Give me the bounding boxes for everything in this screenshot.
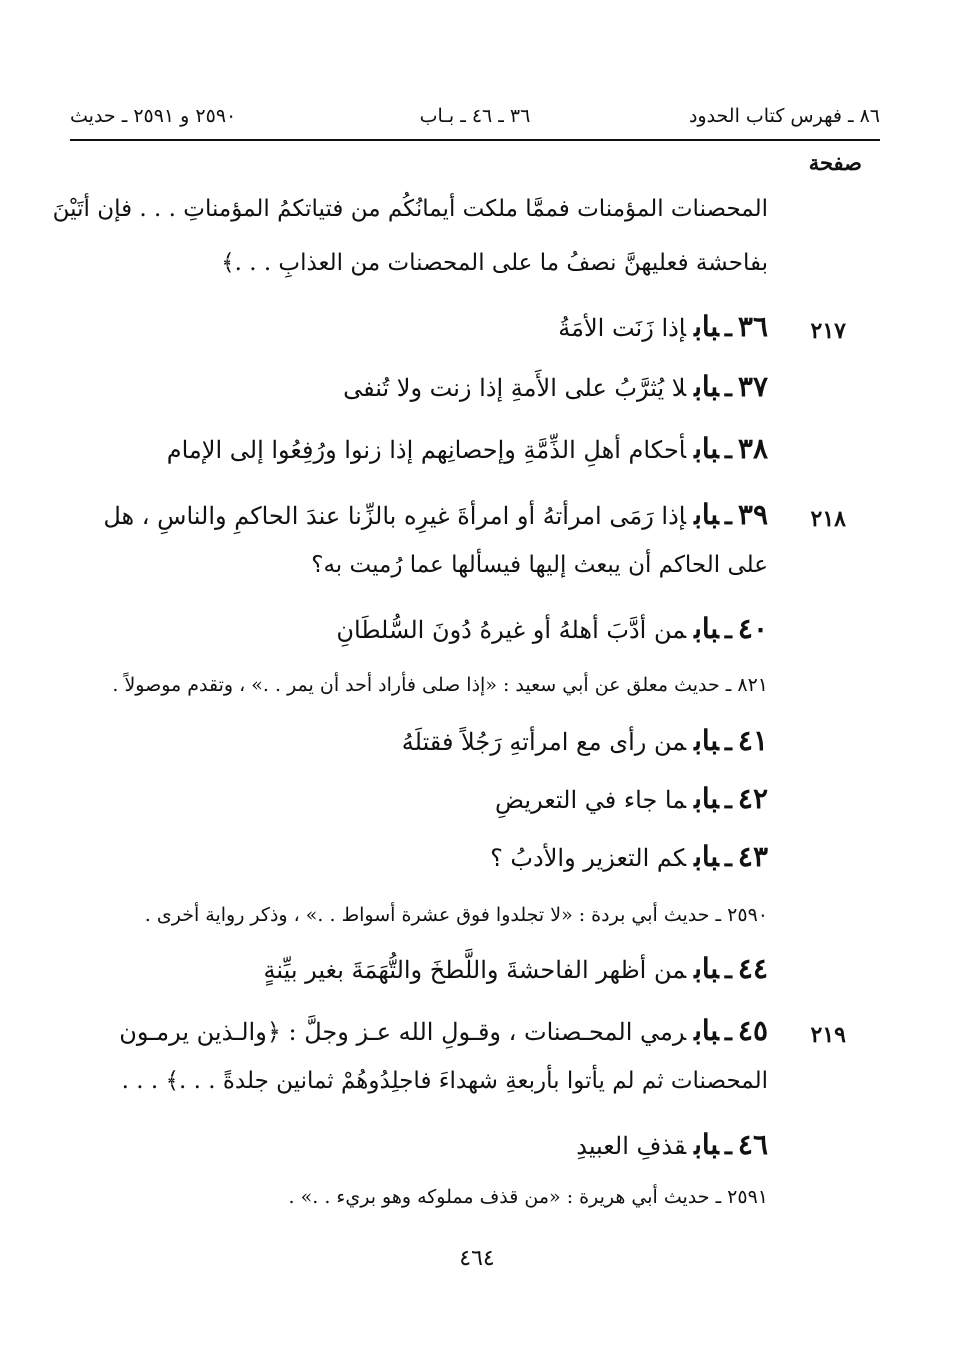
bab-word: باب (694, 840, 719, 873)
bab-title: إذا رَمَى امرأتهُ أو امرأةَ غيرِه بالزِّنا عندَ الحاكمِ والناسِ ، هل (103, 502, 687, 530)
bab-title: ما جاء في التعريضِ (495, 786, 687, 814)
header-rule (70, 139, 880, 141)
bab-number: ٤٠ (737, 612, 768, 645)
bab-word: باب (694, 724, 719, 757)
bab-heading: ٣٧ـبابلا يُثرَّبُ على الأَمةِ إذا زنت ولا تُنفى (343, 370, 768, 403)
index-entry (0, 1124, 954, 1178)
bab-number: ٣٦ (737, 310, 768, 343)
entry-page-number: ٢١٩ (810, 1022, 846, 1048)
bab-number: ٤٥ (737, 1014, 768, 1047)
bab-heading: ٣٦ـبابإذا زَنَت الأمَةُ (558, 310, 768, 343)
bab-title-continuation: على الحاكم أن يبعث إليها فيسألها عما رُميت به؟ (311, 552, 768, 578)
bab-word: باب (694, 370, 719, 403)
bab-number: ٤٣ (737, 840, 768, 873)
bab-heading: ٣٨ـبابأحكام أهلِ الذِّمَّةِ وإحصانِهم إذا زنوا ورُفِعُوا إلى الإمام (166, 432, 768, 465)
bab-title: قذفِ العبيدِ (576, 1132, 687, 1160)
intro-line: المحصنات المؤمنات فممَّا ملكت أيمانُكُم من فتياتكمُ المؤمناتِ . . . فإن أتَيْنَ (52, 196, 768, 222)
bab-heading: ٤٥ـبابرمي المحـصنات ، وقـولِ الله عـز وجلَّ : ﴿والـذين يرمـون (119, 1014, 768, 1047)
bab-heading: ٤٣ـبابكم التعزير والأدبُ ؟ (490, 840, 768, 873)
bab-word: باب (694, 498, 719, 531)
bab-title: إذا زَنَت الأمَةُ (558, 314, 687, 342)
bab-title-continuation: المحصنات ثم لم يأتوا بأربعةِ شهداءَ فاجلِدُوهُمْ ثمانين جلدةً . . .﴾ . . . (121, 1068, 768, 1094)
bab-heading: ٤٦ـبابقذفِ العبيدِ (576, 1128, 768, 1161)
bab-number: ٤١ (737, 724, 768, 757)
index-entry (0, 428, 954, 482)
page-number: ٤٦٤ (459, 1246, 495, 1271)
header-chapter-title: ٨٦ ـ فهرس كتاب الحدود (688, 105, 880, 127)
bab-title: من رأى مع امرأتهِ رَجُلاً فقتلَهُ (401, 728, 687, 756)
bab-heading: ٤٤ـبابمن أظهر الفاحشةَ واللَّطخَ والتُّهَمَةَ بغير بيِّنةٍ (263, 952, 768, 985)
bab-title: من أظهر الفاحشةَ واللَّطخَ والتُّهَمَةَ بغير بيِّنةٍ (263, 956, 687, 984)
index-entry (0, 1010, 954, 1120)
bab-heading: ٣٩ـبابإذا رَمَى امرأتهُ أو امرأةَ غيرِه بالزِّنا عندَ الحاكمِ والناسِ ، هل (103, 498, 768, 531)
bab-heading: ٤٢ـبابما جاء في التعريضِ (495, 782, 768, 815)
bab-word: باب (694, 1128, 719, 1161)
index-entry (0, 608, 954, 662)
index-entry (0, 306, 954, 360)
bab-number: ٤٦ (737, 1128, 768, 1161)
bab-title: كم التعزير والأدبُ ؟ (490, 844, 687, 872)
bab-word: باب (694, 612, 719, 645)
intro-line: بفاحشة فعليهنَّ نصفُ ما على المحصنات من العذابِ . . .﴾ (221, 250, 768, 276)
hadith-entry: ٢٥٩١ ـ حديث أبي هريرة : «من قذف مملوكه وهو بريء . .» . (288, 1186, 768, 1208)
bab-title: من أدَّبَ أهلهُ أو غيرهُ دُونَ السُّلطَانِ (336, 616, 687, 644)
bab-number: ٣٧ (737, 370, 768, 403)
index-entry (0, 366, 954, 420)
index-entry (0, 778, 954, 832)
bab-number: ٣٨ (737, 432, 768, 465)
bab-heading: ٤١ـبابمن رأى مع امرأتهِ رَجُلاً فقتلَهُ (401, 724, 768, 757)
bab-title: لا يُثرَّبُ على الأَمةِ إذا زنت ولا تُنفى (343, 374, 687, 402)
hadith-entry: ٨٢١ ـ حديث معلق عن أبي سعيد : «إذا صلى فأراد أحد أن يمر . .» ، وتقدم موصولاً . (112, 674, 768, 696)
index-entry (0, 494, 954, 604)
bab-title: أحكام أهلِ الذِّمَّةِ وإحصانِهم إذا زنوا ورُفِعُوا إلى الإمام (166, 436, 687, 464)
bab-word: باب (694, 952, 719, 985)
bab-word: باب (694, 782, 719, 815)
header-hadith-range: ٢٥٩٠ و ٢٥٩١ ـ حديث (70, 105, 237, 127)
bab-heading: ٤٠ـبابمن أدَّبَ أهلهُ أو غيرهُ دُونَ السُّلطَانِ (336, 612, 768, 645)
running-header (70, 100, 880, 136)
bab-word: باب (694, 1014, 719, 1047)
bab-title: رمي المحـصنات ، وقـولِ الله عـز وجلَّ : ﴿والـذين يرمـون (119, 1018, 687, 1046)
index-entry (0, 720, 954, 774)
hadith-entry: ٢٥٩٠ ـ حديث أبي بردة : «لا تجلدوا فوق عشرة أسواط . .» ، وذكر رواية أخرى . (144, 904, 768, 926)
bab-number: ٣٩ (737, 498, 768, 531)
header-bab-range: ٣٦ ـ ٤٦ ـ بـاب (419, 105, 531, 127)
entry-page-number: ٢١٧ (810, 318, 846, 344)
entry-page-number: ٢١٨ (810, 506, 846, 532)
bab-word: باب (694, 432, 719, 465)
bab-number: ٤٢ (737, 782, 768, 815)
index-entry (0, 836, 954, 890)
index-entry (0, 948, 954, 1002)
bab-word: باب (694, 310, 719, 343)
bab-number: ٤٤ (737, 952, 768, 985)
page-column-label: صفحة (808, 150, 862, 175)
